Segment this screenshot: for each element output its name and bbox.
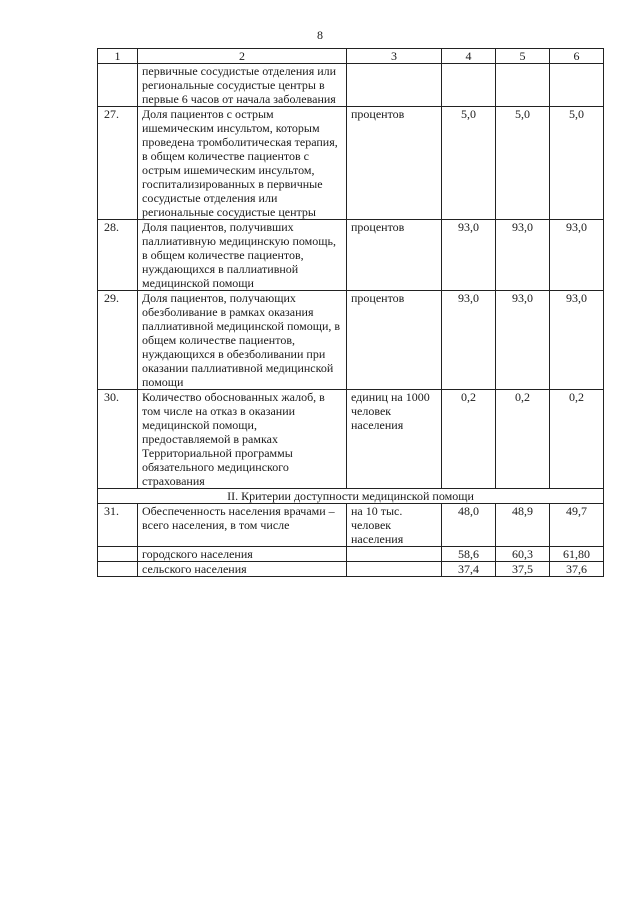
table-row — [98, 220, 604, 291]
table-row-rural — [98, 562, 604, 577]
unit-cell: на 10 тыс. человек населения — [347, 504, 442, 547]
value-col-5: 5,0 — [496, 107, 550, 220]
sub-indicator-name: сельского населения — [138, 562, 347, 577]
row-number: 27. — [98, 107, 138, 220]
value-col-6: 61,80 — [550, 547, 604, 562]
row-number: 28. — [98, 220, 138, 291]
indicator-name: Количество обоснованных жалоб, в том числе на отказ в оказании медицинской помощи, предоставляемой в рамках Территориальной программы обязательного медицинского страхования — [138, 390, 347, 489]
value-col-4: 37,4 — [442, 562, 496, 577]
value-col-5: 0,2 — [496, 390, 550, 489]
header-col-4: 4 — [442, 49, 496, 64]
value-col-4: 5,0 — [442, 107, 496, 220]
table-row — [98, 504, 604, 547]
unit-cell: процентов — [347, 291, 442, 390]
continuation-text: первичные сосудистые отделения или региональные сосудистые центры в первые 6 часов от начала заболевания — [138, 64, 347, 107]
header-col-2: 2 — [138, 49, 347, 64]
value-col-6: 37,6 — [550, 562, 604, 577]
row-number: 30. — [98, 390, 138, 489]
header-col-5: 5 — [496, 49, 550, 64]
sub-indicator-name: городского населения — [138, 547, 347, 562]
section-row — [98, 489, 604, 504]
header-col-6: 6 — [550, 49, 604, 64]
value-col-4: 58,6 — [442, 547, 496, 562]
unit-cell: единиц на 1000 человек населения — [347, 390, 442, 489]
value-col-6: 93,0 — [550, 220, 604, 291]
header-col-3: 3 — [347, 49, 442, 64]
value-col-4: 48,0 — [442, 504, 496, 547]
row-number: 31. — [98, 504, 138, 547]
value-col-5: 48,9 — [496, 504, 550, 547]
value-col-5: 37,5 — [496, 562, 550, 577]
table-row-continuation — [98, 64, 604, 107]
value-col-6: 0,2 — [550, 390, 604, 489]
value-col-6: 49,7 — [550, 504, 604, 547]
value-col-4: 93,0 — [442, 291, 496, 390]
indicators-table — [97, 48, 604, 577]
value-col-5: 93,0 — [496, 291, 550, 390]
indicator-name: Доля пациентов с острым ишемическим инсультом, которым проведена тромболитическая терапия, в общем количестве пациентов с острым ишемическим инсультом, госпитализированных в первичные сосудистые отделения или региональные сосудистые центры — [138, 107, 347, 220]
section-title: II. Критерии доступности медицинской помощи — [98, 489, 604, 504]
value-col-6: 93,0 — [550, 291, 604, 390]
value-col-5: 93,0 — [496, 220, 550, 291]
table-row — [98, 390, 604, 489]
value-col-6: 5,0 — [550, 107, 604, 220]
row-number: 29. — [98, 291, 138, 390]
indicator-name: Доля пациентов, получающих обезболивание в рамках оказания паллиативной медицинской помощи, в общем количестве пациентов, нуждающихся в обезболивании при оказании паллиативной медицинской помощи — [138, 291, 347, 390]
table-row — [98, 291, 604, 390]
header-col-1: 1 — [98, 49, 138, 64]
page-number: 8 — [317, 28, 323, 42]
unit-cell: процентов — [347, 220, 442, 291]
value-col-4: 0,2 — [442, 390, 496, 489]
header-row — [98, 49, 604, 64]
table-row — [98, 107, 604, 220]
table-row-urban — [98, 547, 604, 562]
value-col-4: 93,0 — [442, 220, 496, 291]
indicator-name: Обеспеченность населения врачами – всего населения, в том числе — [138, 504, 347, 547]
value-col-5: 60,3 — [496, 547, 550, 562]
indicator-name: Доля пациентов, получивших паллиативную медицинскую помощь, в общем количестве пациентов, нуждающихся в паллиативной медицинской помощи — [138, 220, 347, 291]
unit-cell: процентов — [347, 107, 442, 220]
